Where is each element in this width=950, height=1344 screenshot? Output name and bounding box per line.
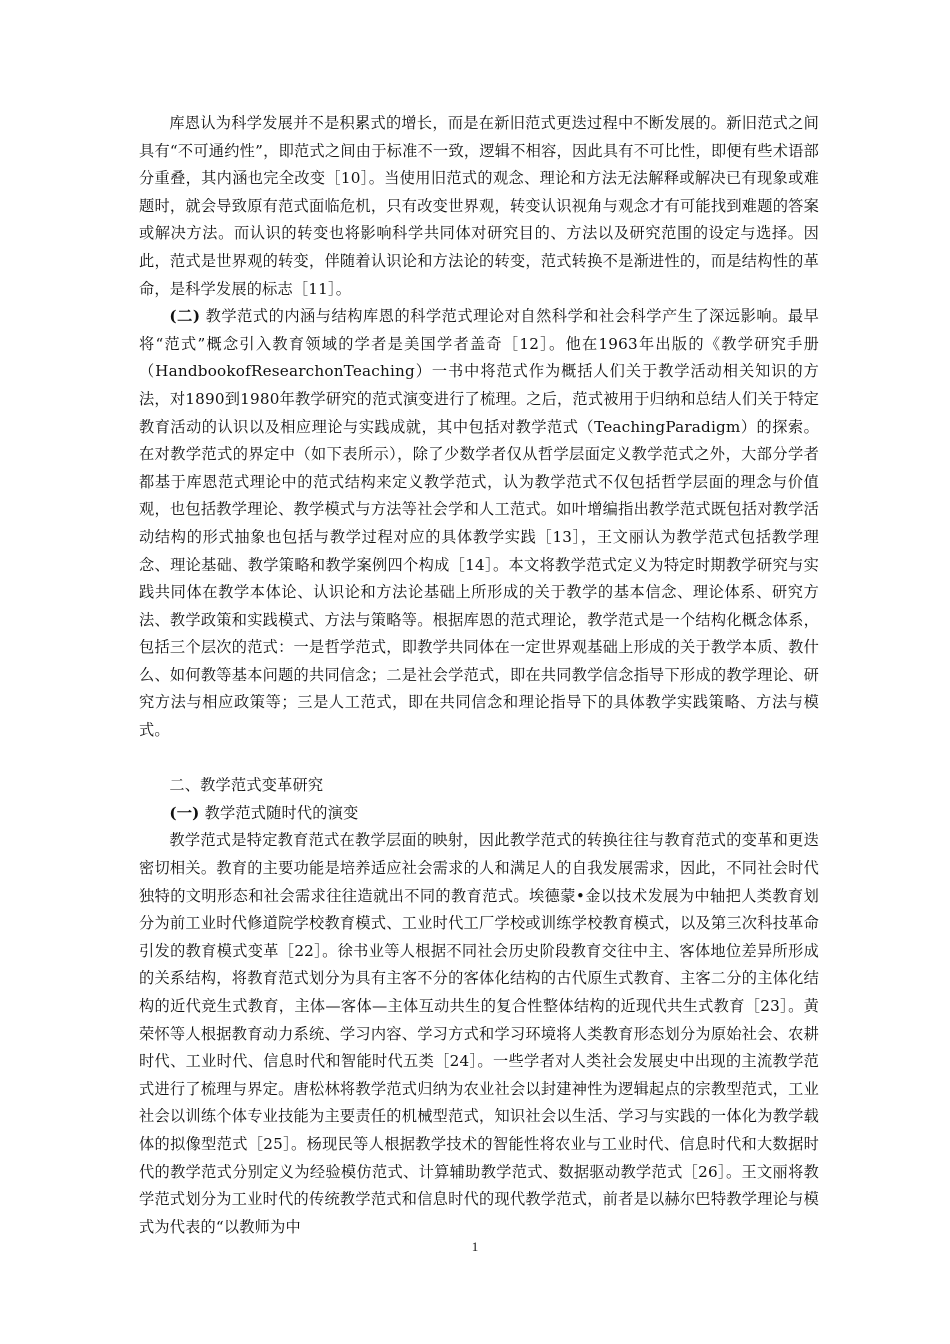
- paragraph-teaching-paradigm-text: 教学范式的内涵与结构库恩的科学范式理论对自然科学和社会科学产生了深远影响。最早将“范式”概念引入教育领域的学者是美国学者盖奇［12］。他在1963年出版的《教学研究手册（HandbookofResearchonTeaching）一书中将范式作为概括人们关于教学活动相关知识的方法，对1890到1980年教学研究的范式演变进行了梳理。之后，范式被用于归纳和总结人们关于特定教育活动的认识以及相应理论与实践成就，其中包括对教学范式（TeachingParadigm）的探索。在对教学范式的界定中（如下表所示），除了少数学者仅从哲学层面定义教学范式之外，大部分学者都基于库恩范式理论中的范式结构来定义教学范式，认为教学范式不仅包括哲学层面的理念与价值观，也包括教学理论、教学模式与方法等社会学和人工范式。如叶增编指出教学范式既包括对教学活动结构的形式抽象也包括与教学过程对应的具体教学实践［13］，王文丽认为教学范式包括教学理念、理论基础、教学策略和教学案例四个构成［14］。本文将教学范式定义为特定时期教学研究与实践共同体在教学本体论、认识论和方法论基础上所形成的关于教学的基本信念、理论体系、研究方法、教学政策和实践模式、方法与策略等。根据库恩的范式理论，教学范式是一个结构化概念体系，包括三个层次的范式：一是哲学范式，即教学共同体在一定世界观基础上形成的关于教学本质、教什么、如何教等基本问题的共同信念；二是社会学范式，即在共同教学信念指导下形成的教学理论、研究方法与相应政策等；三是人工范式，即在共同信念和理论指导下的具体教学实践策略、方法与模式。: [139, 307, 819, 740]
- paragraph-paradigm-evolution: 教学范式是特定教育范式在教学层面的映射，因此教学范式的转换往往与教育范式的变革和更迭密切相关。教育的主要功能是培养适应社会需求的人和满足人的自我发展需求，因此，不同社会时代独特的文明形态和社会需求往往造就出不同的教育范式。埃德蒙•金以技术发展为中轴把人类教育划分为前工业时代修道院学校教育模式、工业时代工厂学校或训练学校教育模式，以及第三次科技革命引发的教育模式变革［22］。徐书业等人根据不同社会历史阶段教育交往中主、客体地位差异所形成的关系结构，将教育范式划分为具有主客不分的客体化结构的古代原生式教育、主客二分的主体化结构的近代竞生式教育，主体—客体—主体互动共生的复合性整体结构的近现代共生式教育［23］。黄荣怀等人根据教育动力系统、学习内容、学习方式和学习环境将人类教育形态划分为原始社会、农耕时代、工业时代、信息时代和智能时代五类［24］。一些学者对人类社会发展史中出现的主流教学范式进行了梳理与界定。唐松林将教学范式归纳为农业社会以封建神性为逻辑起点的宗教型范式，工业社会以训练个体专业技能为主要责任的机械型范式，知识社会以生活、学习与实践的一体化为教学载体的拟像型范式［25］。杨现民等人根据教学技术的智能性将农业与工业时代、信息时代和大数据时代的教学范式分别定义为经验模仿范式、计算辅助教学范式、数据驱动教学范式［26］。王文丽将教学范式划分为工业时代的传统教学范式和信息时代的现代教学范式，前者是以赫尔巴特教学理论与模式为代表的“以教师为中: [139, 831, 819, 1236]
- document-body: [139, 110, 819, 1241]
- paragraph-kuhn-paradigm: 库恩认为科学发展并不是积累式的增长，而是在新旧范式更迭过程中不断发展的。新旧范式之间具有“不可通约性”，即范式之间由于标准不一致，逻辑不相容，因此具有不可比性，即便有些术语部分重叠，其内涵也完全改变［10］。当使用旧范式的观念、理论和方法无法解释或解决已有现象或难题时，就会导致原有范式面临危机，只有改变世界观，转变认识视角与观念才有可能找到难题的答案或解决方法。而认识的转变也将影响科学共同体对研究目的、方法以及研究范围的设定与选择。因此，范式是世界观的转变，伴随着认识论和方法论的转变，范式转换不是渐进性的，而是结构性的革命，是科学发展的标志［11］。: [139, 114, 819, 298]
- subsection-label-one: (一): [169, 803, 200, 822]
- paragraph-gap: [139, 745, 819, 773]
- page-number: 1: [471, 1239, 479, 1254]
- paragraph-teaching-paradigm-connotation: [139, 303, 819, 745]
- subsection-title-evolution: 教学范式随时代的演变: [204, 803, 359, 822]
- section-heading-paradigm-reform: 二、教学范式变革研究: [169, 776, 324, 795]
- subsection-label-two: (二): [169, 307, 201, 326]
- subsection-heading-evolution: [139, 800, 819, 828]
